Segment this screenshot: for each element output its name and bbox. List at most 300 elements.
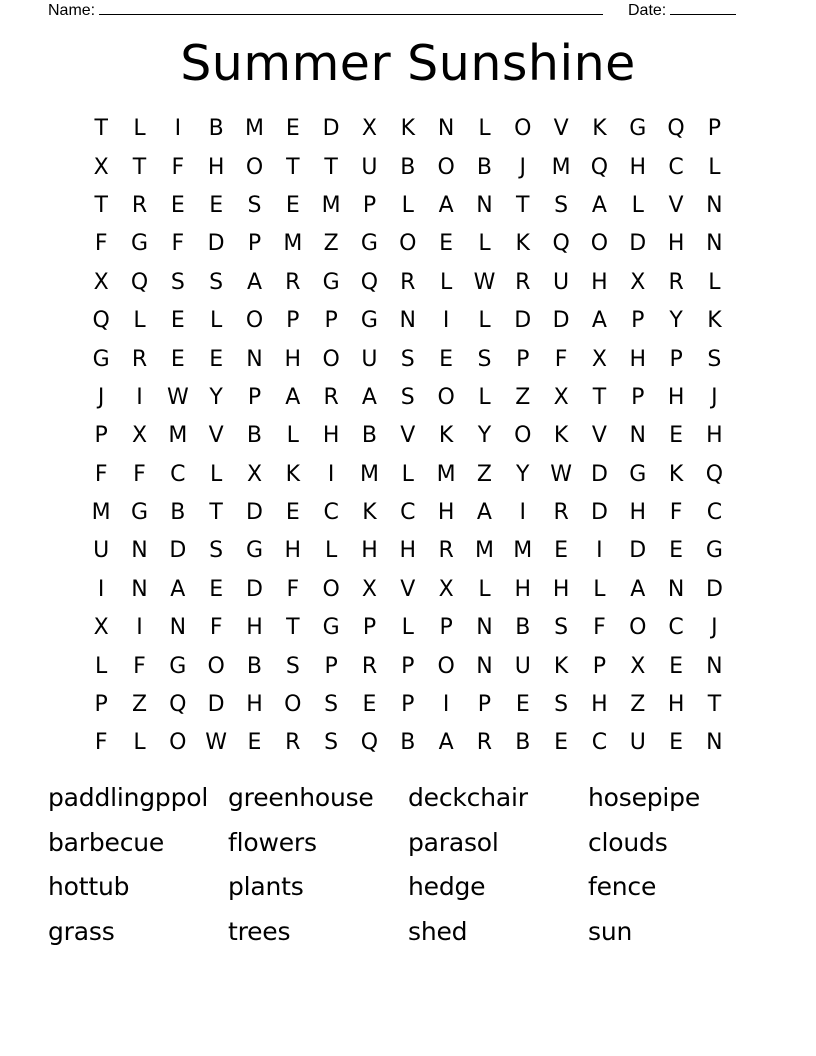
grid-cell: M <box>91 500 111 526</box>
grid-cell: C <box>668 615 684 641</box>
grid-cell: U <box>514 653 531 679</box>
grid-cell: L <box>478 576 491 602</box>
grid-cell: O <box>514 423 532 449</box>
grid-cell: G <box>629 461 647 487</box>
name-label: Name: <box>48 2 96 19</box>
letter-grid <box>82 110 734 763</box>
grid-cell: D <box>246 576 263 602</box>
grid-cell: I <box>596 538 603 564</box>
grid-cell: S <box>170 269 185 295</box>
grid-cell: M <box>321 192 341 218</box>
grid-cell: N <box>169 615 187 641</box>
grid-cell: N <box>476 192 493 218</box>
grid-cell: O <box>437 154 455 180</box>
grid-cell: B <box>476 154 492 180</box>
grid-cell: A <box>361 384 377 410</box>
grid-cell: M <box>436 461 456 487</box>
grid-cell: E <box>285 500 300 526</box>
grid-cell: L <box>401 461 414 487</box>
grid-cell: G <box>629 116 647 142</box>
grid-cell: G <box>322 269 340 295</box>
grid-cell: E <box>209 576 224 602</box>
grid-cell: G <box>705 538 723 564</box>
grid-cell: R <box>668 269 684 295</box>
grid-cell: W <box>166 384 189 410</box>
grid-cell: W <box>550 461 572 487</box>
grid-cell: E <box>439 231 454 257</box>
word-list-item: clouds <box>588 827 668 857</box>
grid-cell: X <box>246 461 263 487</box>
grid-cell: A <box>438 730 454 756</box>
grid-cell: L <box>478 231 491 257</box>
grid-cell: M <box>168 423 188 449</box>
grid-cell: D <box>246 500 263 526</box>
grid-cell: L <box>478 116 491 142</box>
grid-cell: X <box>93 269 109 295</box>
grid-cell: M <box>513 538 533 564</box>
grid-cell: S <box>247 192 262 218</box>
grid-cell: I <box>136 615 143 641</box>
grid-cell: E <box>362 692 377 718</box>
grid-cell: O <box>245 154 264 180</box>
grid-cell: B <box>246 653 263 679</box>
grid-cell: S <box>707 346 722 372</box>
grid-cell: H <box>514 576 532 602</box>
grid-cell: L <box>401 615 414 641</box>
grid-cell: A <box>630 576 646 602</box>
grid-cell: H <box>284 346 302 372</box>
grid-cell: F <box>133 461 146 487</box>
grid-cell: X <box>93 615 109 641</box>
grid-cell: L <box>286 423 299 449</box>
grid-cell: D <box>207 231 225 257</box>
grid-cell: H <box>284 538 302 564</box>
grid-cell: T <box>516 192 530 218</box>
grid-row <box>82 571 734 609</box>
grid-cell: J <box>711 384 718 410</box>
grid-cell: E <box>669 730 684 756</box>
grid-cell: O <box>322 576 340 602</box>
grid-cell: U <box>361 154 378 180</box>
grid-cell: N <box>476 615 493 641</box>
grid-row <box>82 110 734 148</box>
grid-cell: Q <box>360 730 379 756</box>
grid-cell: E <box>170 308 185 334</box>
grid-cell: A <box>591 308 607 334</box>
grid-cell: U <box>553 269 570 295</box>
grid-cell: B <box>361 423 377 449</box>
grid-cell: F <box>554 346 568 372</box>
grid-cell: E <box>170 192 185 218</box>
grid-cell: E <box>209 346 224 372</box>
grid-cell: R <box>515 269 531 295</box>
grid-cell: P <box>94 692 108 718</box>
grid-cell: Q <box>169 692 187 718</box>
word-list-item: greenhouse <box>228 783 374 812</box>
grid-cell: N <box>399 308 417 334</box>
grid-cell: R <box>285 730 301 756</box>
grid-cell: A <box>476 500 492 526</box>
grid-cell: B <box>515 615 531 641</box>
grid-cell: T <box>132 154 147 180</box>
grid-cell: P <box>631 308 645 334</box>
grid-cell: Q <box>130 269 149 295</box>
grid-cell: P <box>286 308 300 334</box>
grid-cell: D <box>169 538 187 564</box>
grid-cell: X <box>361 116 377 142</box>
grid-cell: L <box>133 308 146 334</box>
grid-row <box>82 340 734 378</box>
grid-cell: C <box>170 461 186 487</box>
word-list-item: grass <box>48 917 115 947</box>
grid-cell: L <box>133 116 146 142</box>
grid-cell: C <box>400 500 416 526</box>
grid-cell: E <box>669 538 684 564</box>
grid-cell: S <box>400 384 415 410</box>
grid-cell: L <box>439 269 453 295</box>
grid-cell: O <box>169 730 187 756</box>
grid-cell: L <box>210 461 223 487</box>
word-list-item: hedge <box>408 872 486 902</box>
grid-cell: J <box>711 615 718 641</box>
grid-cell: H <box>591 269 608 295</box>
grid-cell: D <box>514 308 532 334</box>
grid-cell: V <box>553 116 569 142</box>
grid-cell: R <box>476 730 493 756</box>
grid-cell: L <box>133 730 146 756</box>
grid-cell: P <box>362 615 377 641</box>
grid-cell: D <box>629 231 647 257</box>
grid-cell: S <box>554 692 569 718</box>
grid-row <box>82 379 734 417</box>
grid-cell: P <box>707 116 722 142</box>
grid-cell: S <box>477 346 492 372</box>
grid-row <box>82 264 734 302</box>
grid-row <box>82 686 734 724</box>
grid-cell: O <box>590 231 609 257</box>
grid-cell: T <box>592 384 607 410</box>
grid-cell: V <box>400 576 416 602</box>
grid-cell: Y <box>209 384 223 410</box>
grid-cell: H <box>322 423 340 449</box>
grid-cell: E <box>285 192 300 218</box>
grid-cell: T <box>209 500 223 526</box>
grid-cell: P <box>401 653 415 679</box>
grid-cell: I <box>97 576 105 602</box>
grid-cell: S <box>209 269 224 295</box>
grid-cell: E <box>515 692 530 718</box>
grid-cell: G <box>130 500 149 526</box>
grid-cell: U <box>361 346 378 372</box>
grid-cell: R <box>323 384 339 410</box>
grid-cell: Q <box>360 269 379 295</box>
grid-cell: E <box>554 730 569 756</box>
grid-cell: C <box>591 730 608 756</box>
grid-cell: E <box>247 730 262 756</box>
grid-cell: X <box>591 346 607 372</box>
grid-cell: G <box>245 538 263 564</box>
word-list-item: fence <box>588 872 657 902</box>
word-list-item: hosepipe <box>588 783 701 812</box>
grid-cell: G <box>360 308 378 334</box>
grid-cell: B <box>208 116 224 142</box>
grid-cell: R <box>361 653 378 679</box>
grid-cell: R <box>285 269 301 295</box>
grid-cell: F <box>94 461 108 487</box>
grid-cell: L <box>95 653 108 679</box>
grid-cell: E <box>669 423 684 449</box>
grid-row <box>82 417 734 455</box>
grid-cell: O <box>322 346 340 372</box>
grid-cell: F <box>133 653 146 679</box>
date-label: Date: <box>628 2 667 19</box>
grid-cell: F <box>593 615 606 641</box>
grid-cell: B <box>400 730 416 756</box>
grid-cell: U <box>629 730 646 756</box>
grid-cell: G <box>169 653 187 679</box>
grid-cell: N <box>706 653 723 679</box>
grid-cell: X <box>630 269 646 295</box>
grid-cell: X <box>438 576 454 602</box>
grid-cell: Q <box>705 461 724 487</box>
grid-cell: Q <box>590 154 609 180</box>
grid-cell: N <box>246 346 263 372</box>
grid-cell: N <box>706 231 723 257</box>
grid-row <box>82 494 734 532</box>
grid-cell: E <box>669 653 684 679</box>
grid-row <box>82 609 734 647</box>
grid-cell: L <box>708 269 721 295</box>
grid-cell: E <box>439 346 454 372</box>
word-list-item: paddlingppol <box>48 783 209 812</box>
grid-cell: H <box>246 692 263 718</box>
grid-cell: H <box>629 346 647 372</box>
grid-cell: H <box>437 500 455 526</box>
grid-cell: L <box>631 192 644 218</box>
grid-cell: S <box>209 538 224 564</box>
grid-cell: O <box>514 116 532 142</box>
grid-cell: M <box>244 116 264 142</box>
grid-row <box>82 187 734 225</box>
grid-cell: O <box>245 308 264 334</box>
grid-cell: I <box>519 500 527 526</box>
grid-row <box>82 148 734 186</box>
grid-cell: P <box>477 692 492 718</box>
grid-cell: P <box>94 423 108 449</box>
word-list-item: hottub <box>48 872 130 902</box>
grid-cell: N <box>706 192 723 218</box>
grid-row <box>82 647 734 685</box>
grid-cell: M <box>474 538 494 564</box>
grid-cell: W <box>205 730 228 756</box>
grid-cell: K <box>285 461 301 487</box>
word-list-item: deckchair <box>408 783 528 812</box>
word-list-item: barbecue <box>48 827 165 857</box>
grid-cell: B <box>400 154 416 180</box>
grid-cell: P <box>401 692 415 718</box>
grid-cell: F <box>171 154 185 180</box>
grid-cell: P <box>592 653 607 679</box>
grid-cell: X <box>361 576 377 602</box>
grid-row <box>82 532 734 570</box>
grid-cell: I <box>442 308 450 334</box>
grid-cell: P <box>324 653 338 679</box>
grid-cell: P <box>247 231 262 257</box>
grid-cell: Q <box>92 308 110 334</box>
grid-cell: J <box>97 384 105 410</box>
grid-cell: N <box>437 116 455 142</box>
grid-cell: C <box>668 154 684 180</box>
grid-cell: D <box>590 461 608 487</box>
grid-cell: K <box>438 423 454 449</box>
grid-cell: H <box>591 692 608 718</box>
grid-cell: M <box>283 231 303 257</box>
grid-cell: K <box>515 231 530 257</box>
grid-cell: O <box>629 615 647 641</box>
word-bank <box>48 778 788 957</box>
grid-cell: I <box>442 692 450 718</box>
grid-cell: E <box>170 346 185 372</box>
grid-cell: R <box>438 538 454 564</box>
grid-cell: O <box>399 231 417 257</box>
grid-cell: H <box>246 615 263 641</box>
grid-cell: E <box>209 192 224 218</box>
grid-cell: R <box>131 192 148 218</box>
grid-cell: L <box>708 154 721 180</box>
grid-cell: T <box>94 116 108 142</box>
word-list-item: parasol <box>408 827 499 857</box>
grid-cell: X <box>93 154 109 180</box>
grid-cell: P <box>439 615 453 641</box>
grid-cell: G <box>322 615 340 641</box>
grid-cell: T <box>286 615 300 641</box>
grid-cell: K <box>400 116 415 142</box>
word-list-item: plants <box>228 872 304 902</box>
grid-cell: S <box>324 730 339 756</box>
grid-cell: I <box>136 384 143 410</box>
grid-cell: F <box>286 576 300 602</box>
grid-cell: E <box>554 538 569 564</box>
grid-row <box>82 302 734 340</box>
grid-cell: T <box>286 154 300 180</box>
grid-cell: H <box>667 384 685 410</box>
grid-cell: A <box>591 192 607 218</box>
grid-cell: Z <box>131 692 148 718</box>
grid-cell: P <box>516 346 530 372</box>
grid-cell: F <box>94 231 108 257</box>
grid-cell: B <box>515 730 531 756</box>
grid-cell: T <box>94 192 108 218</box>
grid-cell: P <box>247 384 262 410</box>
grid-cell: A <box>246 269 262 295</box>
grid-cell: L <box>210 308 223 334</box>
grid-cell: X <box>131 423 148 449</box>
grid-cell: H <box>207 154 225 180</box>
grid-cell: Z <box>476 461 492 487</box>
page-title: Summer Sunshine <box>180 35 636 92</box>
grid-cell: L <box>478 384 491 410</box>
grid-cell: S <box>400 346 415 372</box>
grid-cell: N <box>629 423 646 449</box>
grid-cell: L <box>593 576 606 602</box>
grid-cell: D <box>552 308 570 334</box>
header <box>48 0 748 20</box>
grid-cell: R <box>400 269 416 295</box>
grid-cell: S <box>554 192 569 218</box>
grid-cell: N <box>706 730 723 756</box>
grid-cell: B <box>170 500 186 526</box>
grid-cell: N <box>131 576 148 602</box>
word-list-item: trees <box>228 917 291 947</box>
grid-cell: V <box>668 192 684 218</box>
grid-cell: K <box>707 308 722 334</box>
word-list-item: sun <box>588 917 633 947</box>
name-field[interactable] <box>99 0 603 15</box>
grid-cell: N <box>131 538 148 564</box>
grid-cell: T <box>324 154 338 180</box>
grid-cell: X <box>553 384 569 410</box>
grid-cell: F <box>209 615 223 641</box>
grid-cell: Q <box>667 116 685 142</box>
grid-cell: I <box>327 461 335 487</box>
grid-cell: K <box>592 116 607 142</box>
grid-cell: M <box>551 154 571 180</box>
grid-cell: H <box>552 576 570 602</box>
grid-cell: X <box>630 653 646 679</box>
grid-cell: L <box>401 192 414 218</box>
grid-cell: S <box>324 692 339 718</box>
grid-cell: H <box>706 423 723 449</box>
grid-cell: D <box>629 538 647 564</box>
grid-cell: A <box>438 192 454 218</box>
grid-cell: O <box>437 653 455 679</box>
grid-cell: O <box>284 692 302 718</box>
grid-cell: F <box>669 500 683 526</box>
grid-cell: H <box>667 692 685 718</box>
grid-cell: B <box>246 423 263 449</box>
grid-row <box>82 456 734 494</box>
word-list-item: shed <box>408 917 468 947</box>
grid-row <box>82 724 734 762</box>
grid-cell: W <box>473 269 496 295</box>
grid-cell: Z <box>630 692 646 718</box>
grid-cell: M <box>359 461 379 487</box>
grid-cell: I <box>174 116 182 142</box>
grid-cell: V <box>400 423 416 449</box>
grid-cell: Z <box>515 384 531 410</box>
grid-cell: F <box>94 730 108 756</box>
grid-cell: V <box>208 423 224 449</box>
grid-cell: Y <box>477 423 492 449</box>
grid-cell: E <box>285 116 300 142</box>
grid-cell: L <box>325 538 338 564</box>
grid-cell: V <box>591 423 607 449</box>
grid-cell: R <box>131 346 148 372</box>
grid-cell: Y <box>516 461 530 487</box>
grid-cell: Z <box>323 231 339 257</box>
grid-cell: K <box>668 461 684 487</box>
grid-row <box>82 225 734 263</box>
grid-cell: O <box>207 653 225 679</box>
grid-cell: H <box>399 538 417 564</box>
grid-cell: C <box>706 500 723 526</box>
grid-cell: H <box>667 231 685 257</box>
date-field[interactable] <box>670 0 736 15</box>
grid-cell: U <box>93 538 110 564</box>
grid-cell: K <box>553 653 569 679</box>
grid-cell: P <box>669 346 683 372</box>
date-section <box>628 0 736 20</box>
